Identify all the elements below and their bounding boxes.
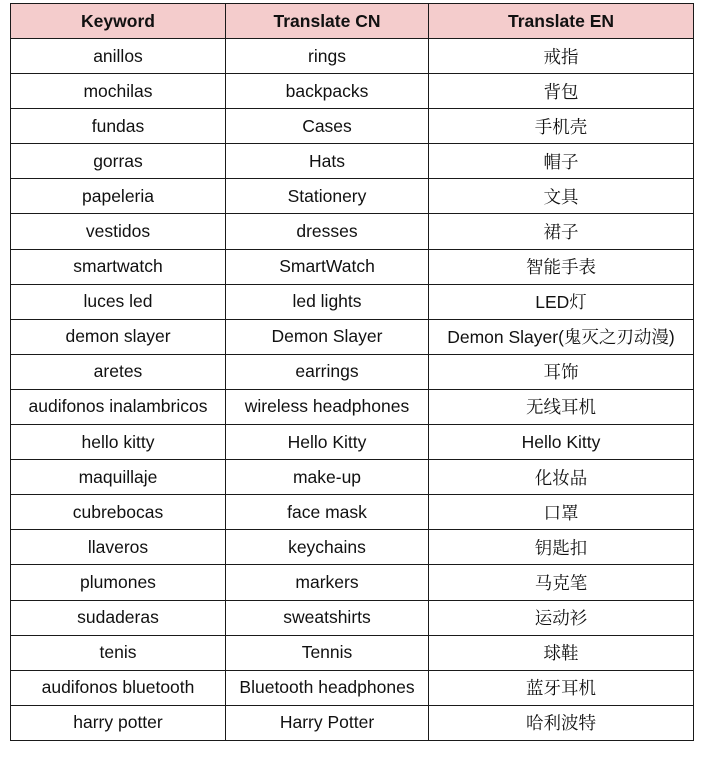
- translate-en-cell: Hello Kitty: [429, 425, 694, 460]
- keyword-cell: sudaderas: [11, 600, 226, 635]
- translate-cn-cell: Hello Kitty: [226, 425, 429, 460]
- translate-cn-cell: Harry Potter: [226, 705, 429, 740]
- keyword-cell: aretes: [11, 354, 226, 389]
- header-translate-cn: Translate CN: [226, 4, 429, 39]
- table-row: [11, 530, 694, 565]
- table-row: [11, 319, 694, 354]
- keyword-cell: audifonos bluetooth: [11, 670, 226, 705]
- keyword-cell: gorras: [11, 144, 226, 179]
- translate-en-cell: 哈利波特: [429, 705, 694, 740]
- keyword-cell: plumones: [11, 565, 226, 600]
- keyword-cell: anillos: [11, 39, 226, 74]
- table-row: [11, 705, 694, 740]
- translate-en-cell: 马克笔: [429, 565, 694, 600]
- table-body: [11, 39, 694, 741]
- keyword-cell: audifonos inalambricos: [11, 389, 226, 424]
- table-row: [11, 249, 694, 284]
- translate-en-cell: 背包: [429, 74, 694, 109]
- translate-cn-cell: rings: [226, 39, 429, 74]
- translate-en-cell: 蓝牙耳机: [429, 670, 694, 705]
- table-row: [11, 565, 694, 600]
- table-row: [11, 284, 694, 319]
- translate-en-cell: 口罩: [429, 495, 694, 530]
- translate-en-cell: 手机壳: [429, 109, 694, 144]
- translate-cn-cell: Demon Slayer: [226, 319, 429, 354]
- keyword-cell: hello kitty: [11, 425, 226, 460]
- translate-cn-cell: Cases: [226, 109, 429, 144]
- translate-en-cell: 裙子: [429, 214, 694, 249]
- translate-en-cell: 无线耳机: [429, 389, 694, 424]
- keyword-cell: demon slayer: [11, 319, 226, 354]
- keyword-cell: llaveros: [11, 530, 226, 565]
- translate-cn-cell: markers: [226, 565, 429, 600]
- table-row: [11, 214, 694, 249]
- table-row: [11, 425, 694, 460]
- translate-cn-cell: Bluetooth headphones: [226, 670, 429, 705]
- translate-cn-cell: Stationery: [226, 179, 429, 214]
- translate-en-cell: 耳饰: [429, 354, 694, 389]
- translate-cn-cell: wireless headphones: [226, 389, 429, 424]
- table-row: [11, 109, 694, 144]
- table-row: [11, 389, 694, 424]
- keyword-cell: smartwatch: [11, 249, 226, 284]
- translate-en-cell: 文具: [429, 179, 694, 214]
- keyword-table-container: [10, 3, 694, 741]
- table-row: [11, 39, 694, 74]
- keyword-cell: cubrebocas: [11, 495, 226, 530]
- table-row: [11, 495, 694, 530]
- keyword-translation-table: [10, 3, 694, 741]
- keyword-cell: maquillaje: [11, 460, 226, 495]
- translate-cn-cell: sweatshirts: [226, 600, 429, 635]
- table-header-row: [11, 4, 694, 39]
- translate-cn-cell: Tennis: [226, 635, 429, 670]
- table-row: [11, 670, 694, 705]
- translate-en-cell: 球鞋: [429, 635, 694, 670]
- translate-cn-cell: SmartWatch: [226, 249, 429, 284]
- translate-cn-cell: keychains: [226, 530, 429, 565]
- keyword-cell: mochilas: [11, 74, 226, 109]
- header-translate-en: Translate EN: [429, 4, 694, 39]
- translate-en-cell: 钥匙扣: [429, 530, 694, 565]
- table-row: [11, 74, 694, 109]
- translate-en-cell: 智能手表: [429, 249, 694, 284]
- translate-en-cell: 戒指: [429, 39, 694, 74]
- translate-cn-cell: led lights: [226, 284, 429, 319]
- table-row: [11, 354, 694, 389]
- keyword-cell: tenis: [11, 635, 226, 670]
- translate-en-cell: 化妆品: [429, 460, 694, 495]
- table-row: [11, 635, 694, 670]
- translate-en-cell: 帽子: [429, 144, 694, 179]
- keyword-cell: fundas: [11, 109, 226, 144]
- translate-en-cell: 运动衫: [429, 600, 694, 635]
- translate-cn-cell: dresses: [226, 214, 429, 249]
- keyword-cell: vestidos: [11, 214, 226, 249]
- table-row: [11, 179, 694, 214]
- translate-cn-cell: Hats: [226, 144, 429, 179]
- translate-cn-cell: backpacks: [226, 74, 429, 109]
- table-row: [11, 600, 694, 635]
- keyword-cell: harry potter: [11, 705, 226, 740]
- translate-cn-cell: face mask: [226, 495, 429, 530]
- translate-cn-cell: earrings: [226, 354, 429, 389]
- table-row: [11, 460, 694, 495]
- table-row: [11, 144, 694, 179]
- translate-cn-cell: make-up: [226, 460, 429, 495]
- keyword-cell: papeleria: [11, 179, 226, 214]
- translate-en-cell: LED灯: [429, 284, 694, 319]
- header-keyword: Keyword: [11, 4, 226, 39]
- translate-en-cell: Demon Slayer(鬼灭之刃动漫): [429, 319, 694, 354]
- keyword-cell: luces led: [11, 284, 226, 319]
